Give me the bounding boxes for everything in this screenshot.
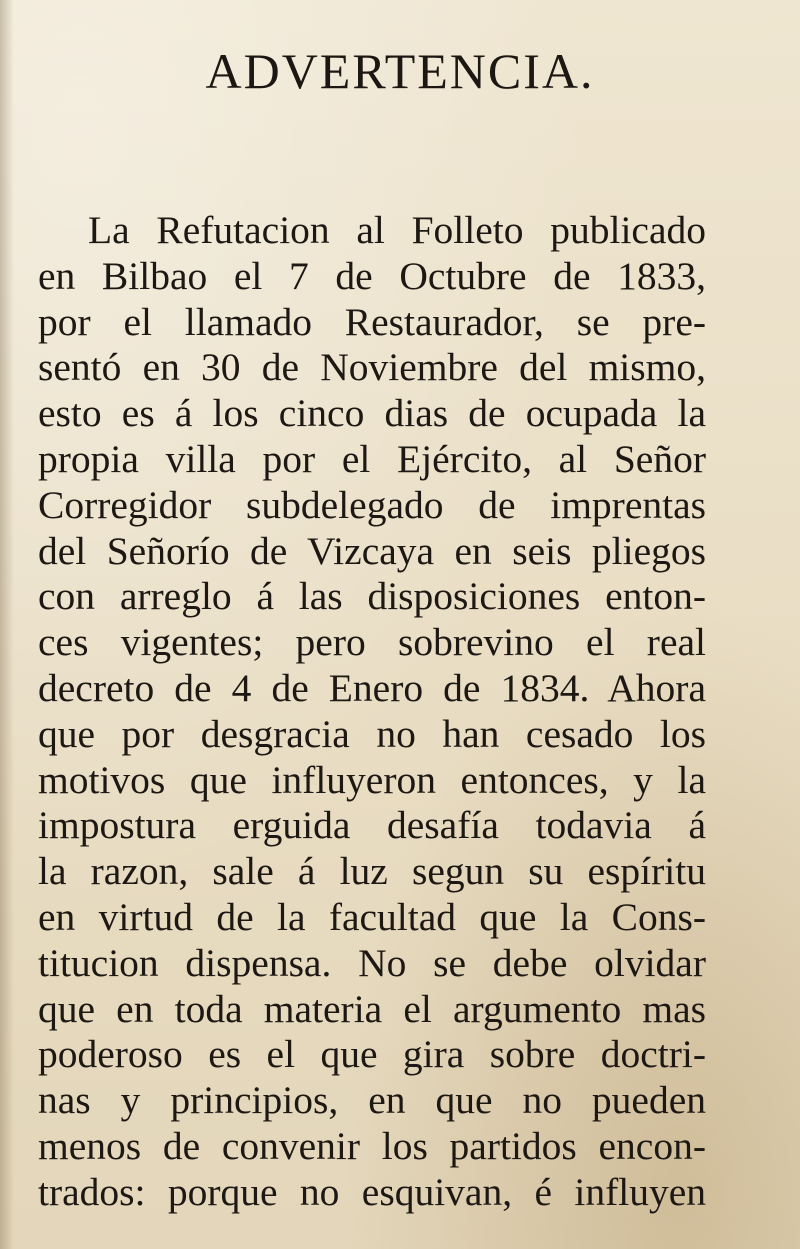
text-line: motivos que influyeron entonces, y la <box>38 757 706 802</box>
text-line: Corregidor subdelegado de imprentas <box>38 482 706 527</box>
text-line: decreto de 4 de Enero de 1834. Ahora <box>38 665 706 710</box>
page-heading: ADVERTENCIA. <box>205 43 595 99</box>
body-paragraph <box>38 208 706 1216</box>
text-line: La Refutacion al Folleto publicado <box>88 208 706 252</box>
text-line: ces vigentes; pero sobrevino el real <box>38 620 706 665</box>
text-line: que por desgracia no han cesado los <box>38 711 706 756</box>
text-line: propia villa por el Ejército, al Señor <box>38 436 706 481</box>
text-line: poderoso es el que gira sobre doctri- <box>38 1032 706 1077</box>
text-line: trados: porque no esquivan, é influyen <box>38 1169 706 1214</box>
text-line: titucion dispensa. No se debe olvidar <box>38 940 706 985</box>
text-line: en Bilbao el 7 de Octubre de 1833, <box>38 253 706 298</box>
text-line: con arreglo á las disposiciones enton- <box>38 574 706 619</box>
page-gutter-shadow <box>0 0 14 1249</box>
text-line: que en toda materia el argumento mas <box>38 986 706 1031</box>
text-line: en virtud de la facultad que la Cons- <box>38 894 706 939</box>
text-line: la razon, sale á luz segun su espíritu <box>38 849 706 894</box>
text-line: por el llamado Restaurador, se pre- <box>38 299 706 344</box>
text-line: impostura erguida desafía todavia á <box>38 803 706 848</box>
text-line: del Señorío de Vizcaya en seis pliegos <box>38 528 706 573</box>
text-line: nas y principios, en que no pueden <box>38 1078 706 1123</box>
text-line: menos de convenir los partidos encon- <box>38 1123 706 1168</box>
text-line: sentó en 30 de Noviembre del mismo, <box>38 345 706 390</box>
text-line: esto es á los cinco dias de ocupada la <box>38 391 706 436</box>
